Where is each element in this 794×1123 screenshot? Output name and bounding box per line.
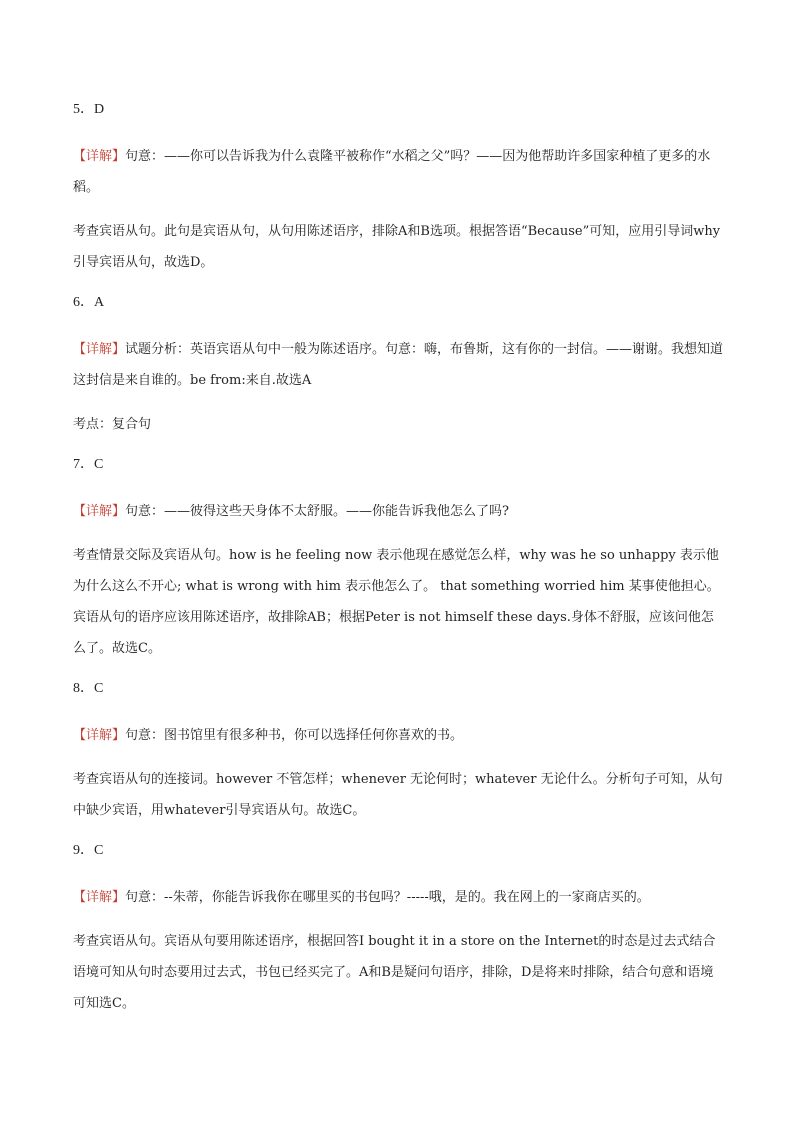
detail-paragraph <box>73 720 725 751</box>
detail-tag: 【详解】 <box>73 149 126 164</box>
answer-item-7 <box>73 453 725 664</box>
analysis-paragraph: 考查宾语从句的连接词。however 不管怎样；whenever 无论何时；whatever 无论什么。分析句子可知，从句中缺少宾语，用whatever引导宾语从句。故选C。 <box>73 772 723 818</box>
detail-text: 句意：——彼得这些天身体不太舒服。——你能告诉我他怎么了吗? <box>125 504 509 519</box>
detail-paragraph <box>73 496 725 527</box>
detail-tag: 【详解】 <box>73 728 126 743</box>
answer-item-6 <box>73 291 725 440</box>
analysis-paragraph: 考查宾语从句。此句是宾语从句，从句用陈述语序，排除A和B选项。根据答语“Because”可知，应用引导词why引导宾语从句，故选D。 <box>73 224 721 270</box>
detail-paragraph <box>73 141 725 203</box>
answer-item-5 <box>73 98 725 278</box>
knowledge-point: 考点：复合句 <box>73 417 152 432</box>
detail-text: 句意：——你可以告诉我为什么袁隆平被称作“水稻之父”吗？——因为他帮助许多国家种植了更多的水稻。 <box>73 149 711 195</box>
detail-paragraph <box>73 334 725 396</box>
answer-number: 6．A <box>73 295 105 310</box>
analysis-paragraph: 考查情景交际及宾语从句。how is he feeling now 表示他现在感觉怎么样，why was he so unhappy 表示他为什么这么不开心; what is wrong with him 表示他怎么了。 that something worried him 某事使他担心。宾语从句的语序应该用陈述语序，故排除AB；根据Peter is not himself these days.身体不舒服，应该问他怎么了。故选C。 <box>73 548 720 656</box>
detail-tag: 【详解】 <box>73 342 126 357</box>
detail-text: 句意：图书馆里有很多种书，你可以选择任何你喜欢的书。 <box>125 728 464 743</box>
answer-item-8 <box>73 677 725 826</box>
answer-number: 9．C <box>73 843 104 858</box>
detail-tag: 【详解】 <box>73 504 126 519</box>
answer-number: 8．C <box>73 681 104 696</box>
answer-item-9 <box>73 839 725 1019</box>
answer-number: 5．D <box>73 102 105 117</box>
answer-number: 7．C <box>73 457 104 472</box>
analysis-paragraph: 考查宾语从句。宾语从句要用陈述语序，根据回答I bought it in a store on the Internet的时态是过去式结合语境可知从句时态要用过去式，书包已经买完了。A和B是疑问句语序，排除，D是将来时排除，结合句意和语境可知选C。 <box>73 934 716 1011</box>
detail-text: 句意：--朱蒂，你能告诉我你在哪里买的书包吗？-----哦，是的。我在网上的一家商店买的。 <box>125 890 650 905</box>
detail-text: 试题分析：英语宾语从句中一般为陈述语序。句意：嗨，布鲁斯，这有你的一封信。——谢谢。我想知道这封信是来自谁的。be from:来自.故选A <box>73 342 724 388</box>
detail-paragraph <box>73 882 725 913</box>
detail-tag: 【详解】 <box>73 890 126 905</box>
answer-explanations <box>73 98 725 1032</box>
